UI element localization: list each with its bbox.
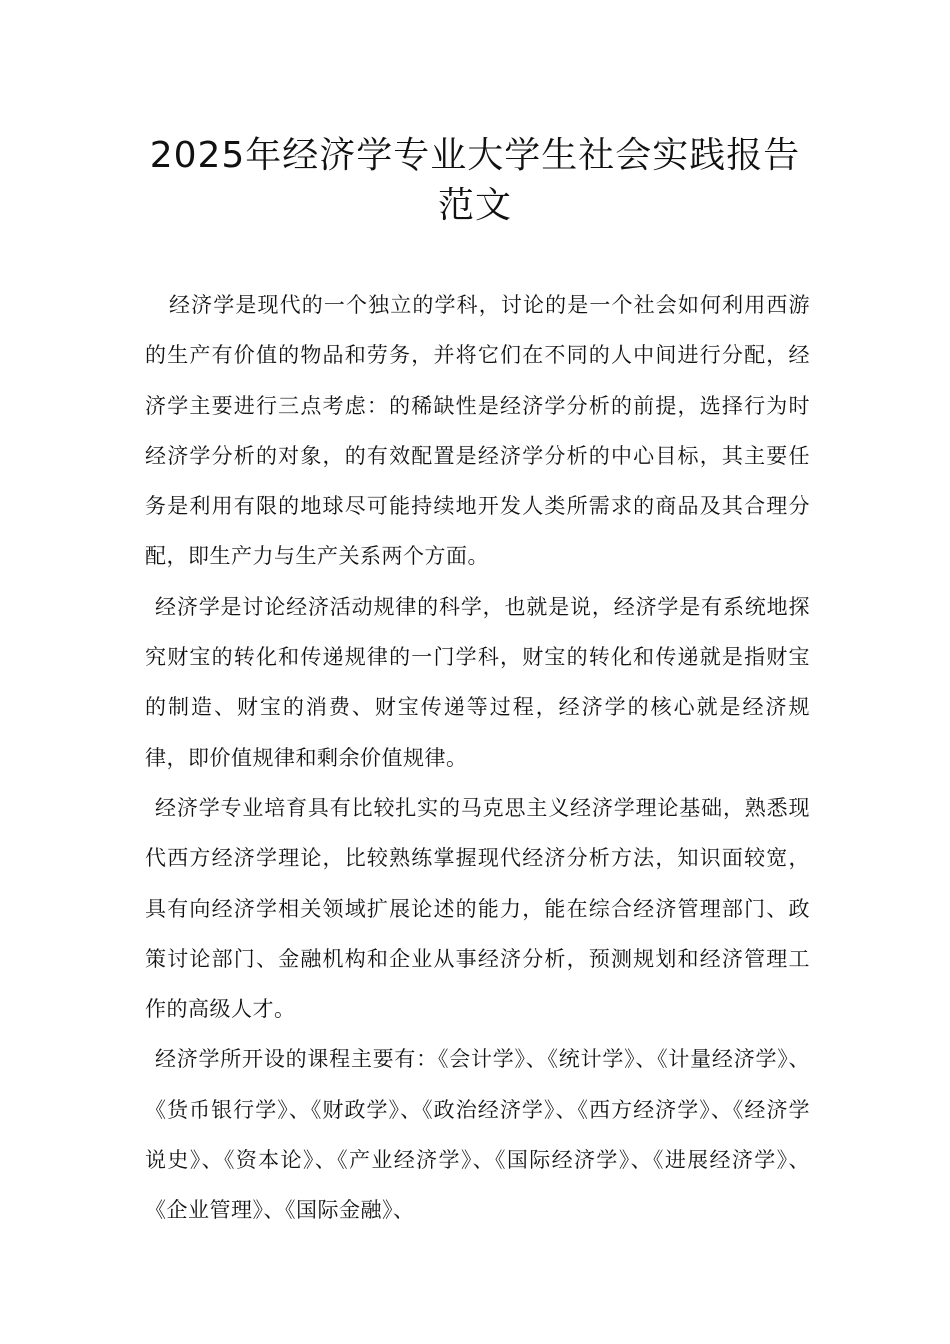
document-title-line-1: 2025年经济学专业大学生社会实践报告 [149,135,801,176]
document-title-line-2: 范文 [437,185,512,226]
document-body [145,280,810,1236]
paragraph-2: 经济学是讨论经济活动规律的科学，也就是说，经济学是有系统地探究财宝的转化和传递规律的一门学科，财宝的转化和传递就是指财宝的制造、财宝的消费、财宝传递等过程，经济学的核心就是经济规律，即价值规律和剩余价值规律。 [145,594,810,770]
paragraph-3: 经济学专业培育具有比较扎实的马克思主义经济学理论基础，熟悉现代西方经济学理论，比较熟练掌握现代经济分析方法，知识面较宽，具有向经济学相关领域扩展论述的能力，能在综合经济管理部门、政策讨论部门、金融机构和企业从事经济分析，预测规划和经济管理工作的高级人才。 [145,795,810,1022]
paragraph-4: 经济学所开设的课程主要有：《会计学》、《统计学》、《计量经济学》、《货币银行学》、《财政学》、《政治经济学》、《西方经济学》、《经济学说史》、《资本论》、《产业经济学》、《国际经济学》、《进展经济学》、《企业管理》、《国际金融》、 [145,1047,810,1223]
paragraph-1: 经济学是现代的一个独立的学科，讨论的是一个社会如何利用西游的生产有价值的物品和劳务，并将它们在不同的人中间进行分配，经济学主要进行三点考虑：的稀缺性是经济学分析的前提，选择行为时经济学分析的对象，的有效配置是经济学分析的中心目标，其主要任务是利用有限的地球尽可能持续地开发人类所需求的商品及其合理分配，即生产力与生产关系两个方面。 [145,293,810,569]
